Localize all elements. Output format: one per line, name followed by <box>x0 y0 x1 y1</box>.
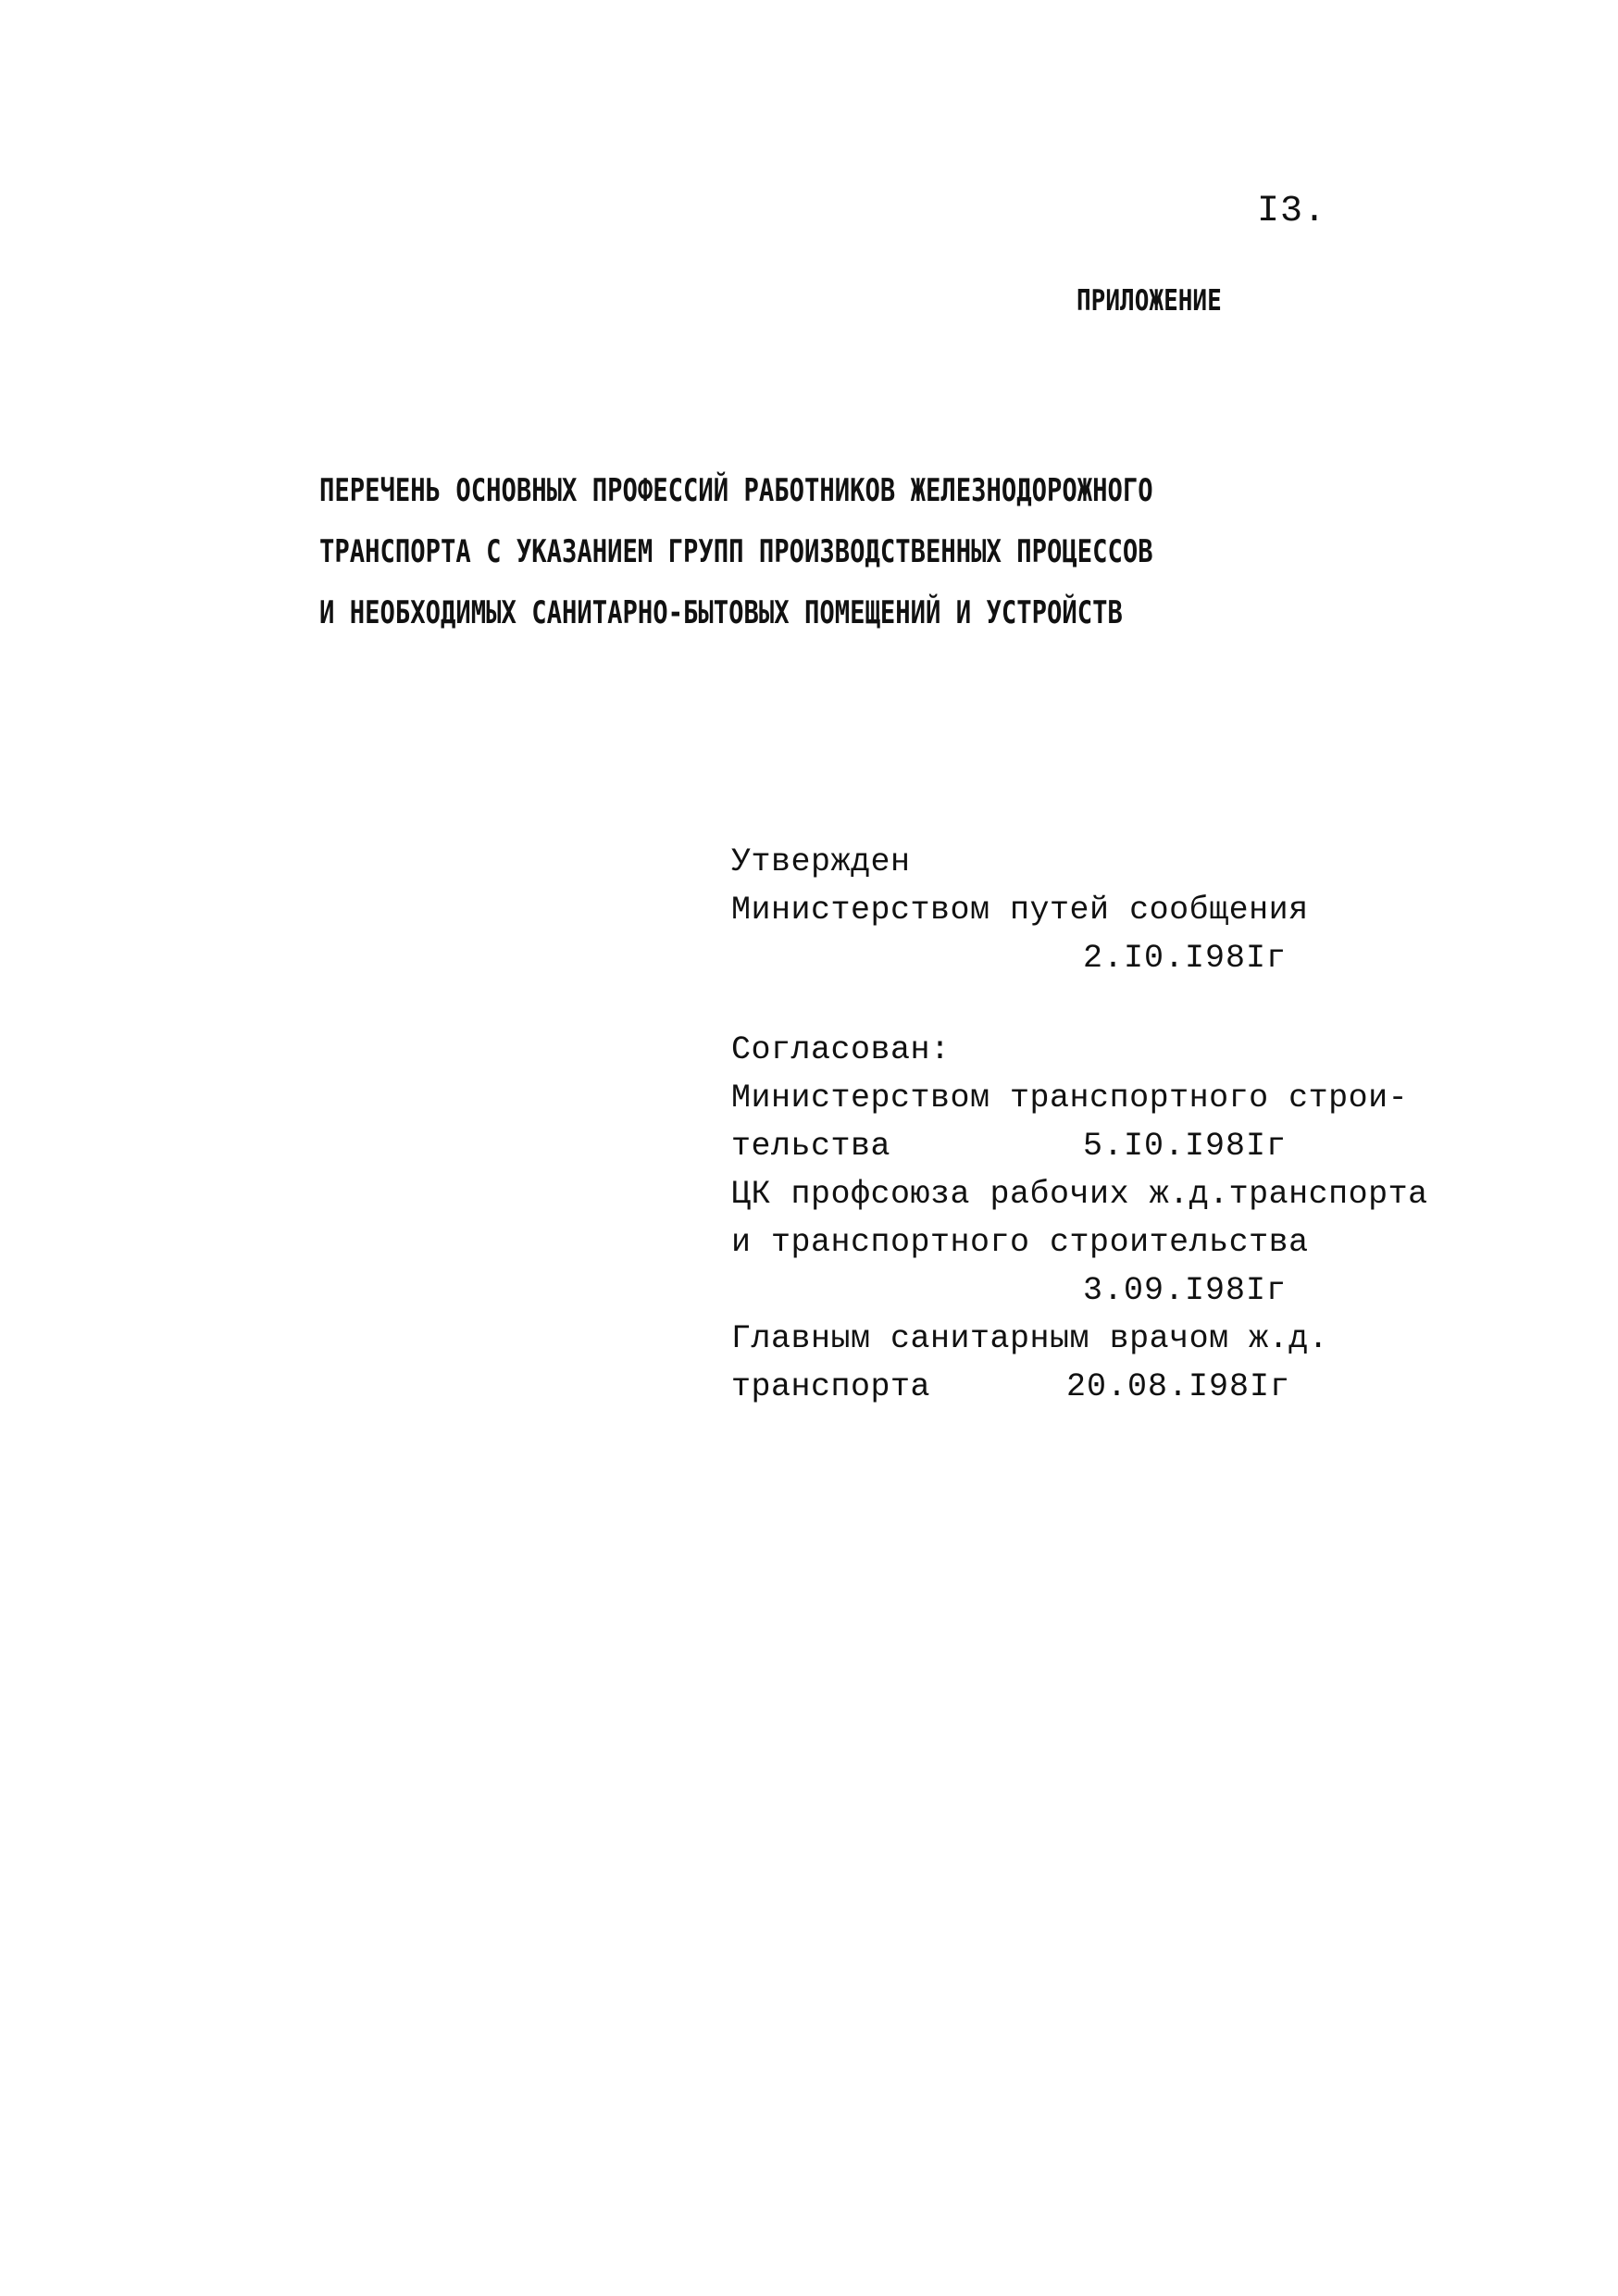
title-line-3: И НЕОБХОДИМЫХ САНИТАРНО-БЫТОВЫХ ПОМЕЩЕНИЙ И УСТРОЙСТВ <box>319 594 1123 631</box>
approved-date-row <box>731 934 1564 982</box>
agreed-entry-1-date: 5.I0.I98Iг <box>1083 1128 1288 1165</box>
agreed-entry-2-line1: ЦК профсоюза рабочих ж.д.транспорта <box>731 1176 1428 1213</box>
agreed-entry-2-date-row <box>731 1267 1564 1315</box>
approval-block <box>731 838 1564 1411</box>
agreed-entry-2-line1-row <box>731 1170 1564 1218</box>
title-line-2: ТРАНСПОРТА С УКАЗАНИЕМ ГРУПП ПРОИЗВОДСТВЕННЫХ ПРОЦЕССОВ <box>319 533 1153 570</box>
agreed-entry-3-line1: Главным санитарным врачом ж.д. <box>731 1320 1329 1357</box>
agreed-heading-row <box>731 1026 1564 1074</box>
agreed-entry-2-line2-row <box>731 1218 1564 1267</box>
section-gap <box>731 982 1564 1026</box>
agreed-entry-2-line2: и транспортного строительства <box>731 1224 1309 1261</box>
agreed-heading: Согласован: <box>731 1031 951 1068</box>
agreed-entry-1-line2: тельства <box>731 1128 891 1165</box>
approved-heading-row <box>731 838 1564 886</box>
agreed-entry-3-line2: транспорта <box>731 1368 931 1405</box>
agreed-entry-3-line2-row <box>731 1363 1564 1411</box>
agreed-entry-1-line1-row <box>731 1074 1564 1122</box>
approved-heading: Утвержден <box>731 843 911 880</box>
approved-by-row <box>731 886 1564 934</box>
page-number: I3. <box>1257 191 1327 232</box>
approved-date: 2.I0.I98Iг <box>1083 940 1288 977</box>
document-title <box>319 460 1523 643</box>
agreed-entry-3-line1-row <box>731 1315 1564 1363</box>
approved-by: Министерством путей сообщения <box>731 892 1309 929</box>
agreed-entry-1-line1: Министерством транспортного строи- <box>731 1079 1409 1117</box>
agreed-entry-1-line2-row <box>731 1122 1564 1170</box>
title-line-1: ПЕРЕЧЕНЬ ОСНОВНЫХ ПРОФЕССИЙ РАБОТНИКОВ ЖЕЛЕЗНОДОРОЖНОГО <box>319 472 1153 509</box>
agreed-entry-3-date: 20.08.I98Iг <box>1066 1368 1291 1405</box>
appendix-label: ПРИЛОЖЕНИЕ <box>1077 284 1222 318</box>
agreed-entry-2-date: 3.09.I98Iг <box>1083 1272 1288 1309</box>
